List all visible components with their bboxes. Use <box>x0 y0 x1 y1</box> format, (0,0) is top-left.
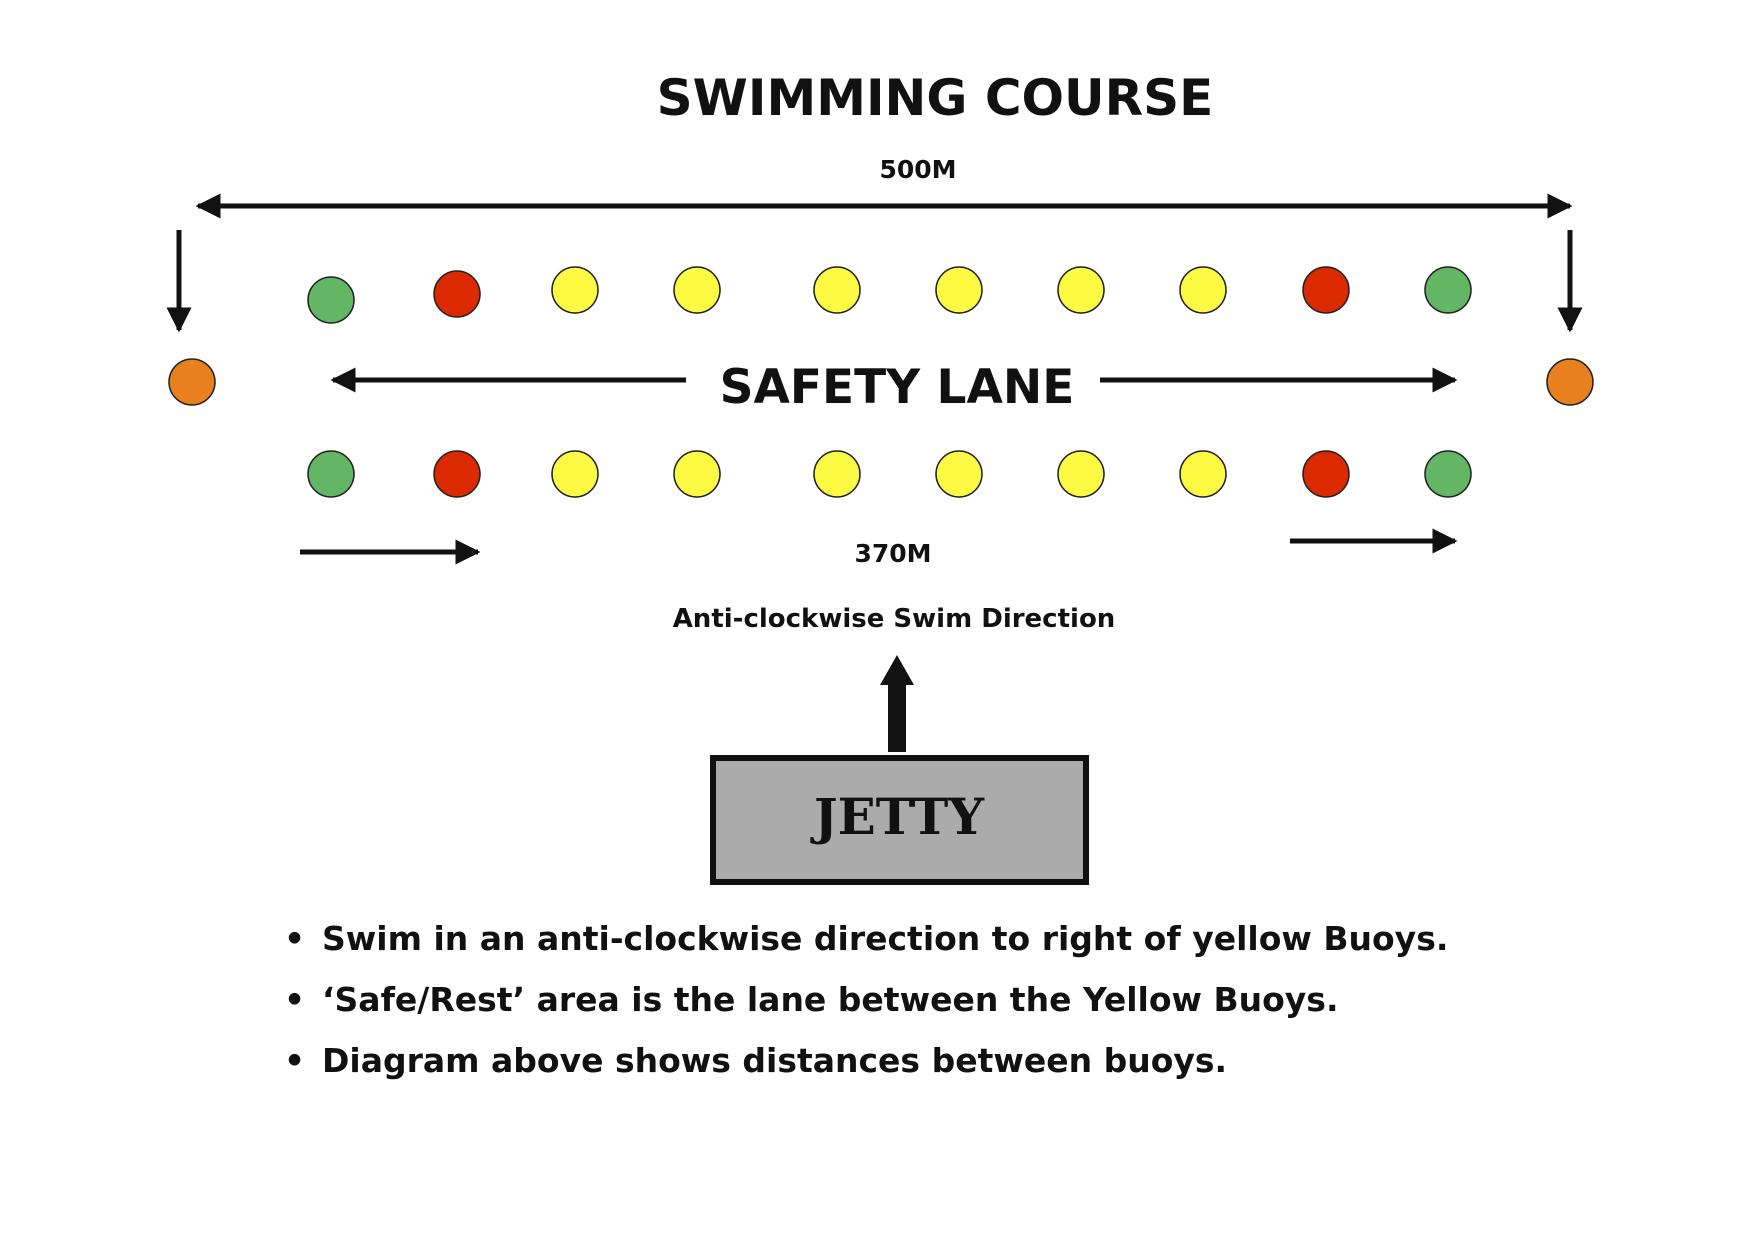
top-buoy-row <box>308 267 1471 323</box>
red-buoy <box>1303 267 1349 313</box>
instruction-list <box>284 908 1448 1091</box>
green-buoy <box>308 451 354 497</box>
page-title: SWIMMING COURSE <box>656 69 1214 127</box>
yellow-buoy <box>814 267 860 313</box>
red-buoy <box>434 451 480 497</box>
yellow-buoy <box>552 451 598 497</box>
swim-direction-label: Anti-clockwise Swim Direction <box>672 604 1116 634</box>
yellow-buoy <box>1058 451 1104 497</box>
red-buoy <box>434 271 480 317</box>
yellow-buoy <box>936 451 982 497</box>
yellow-buoy <box>814 451 860 497</box>
jetty-label: JETTY <box>813 787 985 846</box>
red-buoy <box>1303 451 1349 497</box>
instruction-item: • Swim in an anti-clockwise direction to right of yellow Buoys. <box>284 908 1448 969</box>
yellow-buoy <box>1180 267 1226 313</box>
green-buoy <box>308 277 354 323</box>
instruction-item: • Diagram above shows distances between buoys. <box>284 1030 1448 1091</box>
green-buoy <box>1425 267 1471 313</box>
orange-turn-buoy <box>169 359 215 405</box>
bottom-distance-label: 370M <box>854 539 932 568</box>
yellow-buoy <box>1180 451 1226 497</box>
yellow-buoy <box>552 267 598 313</box>
instruction-item: • ‘Safe/Rest’ area is the lane between the Yellow Buoys. <box>284 969 1448 1030</box>
yellow-buoy <box>674 451 720 497</box>
safety-lane-label: SAFETY LANE <box>719 360 1075 415</box>
orange-turn-buoy <box>1547 359 1593 405</box>
green-buoy <box>1425 451 1471 497</box>
jetty-arrow-head <box>880 655 914 685</box>
yellow-buoy <box>936 267 982 313</box>
yellow-buoy <box>674 267 720 313</box>
yellow-buoy <box>1058 267 1104 313</box>
bottom-buoy-row <box>308 451 1471 497</box>
top-distance-label: 500M <box>879 155 957 184</box>
jetty-arrow-shaft <box>888 683 906 752</box>
